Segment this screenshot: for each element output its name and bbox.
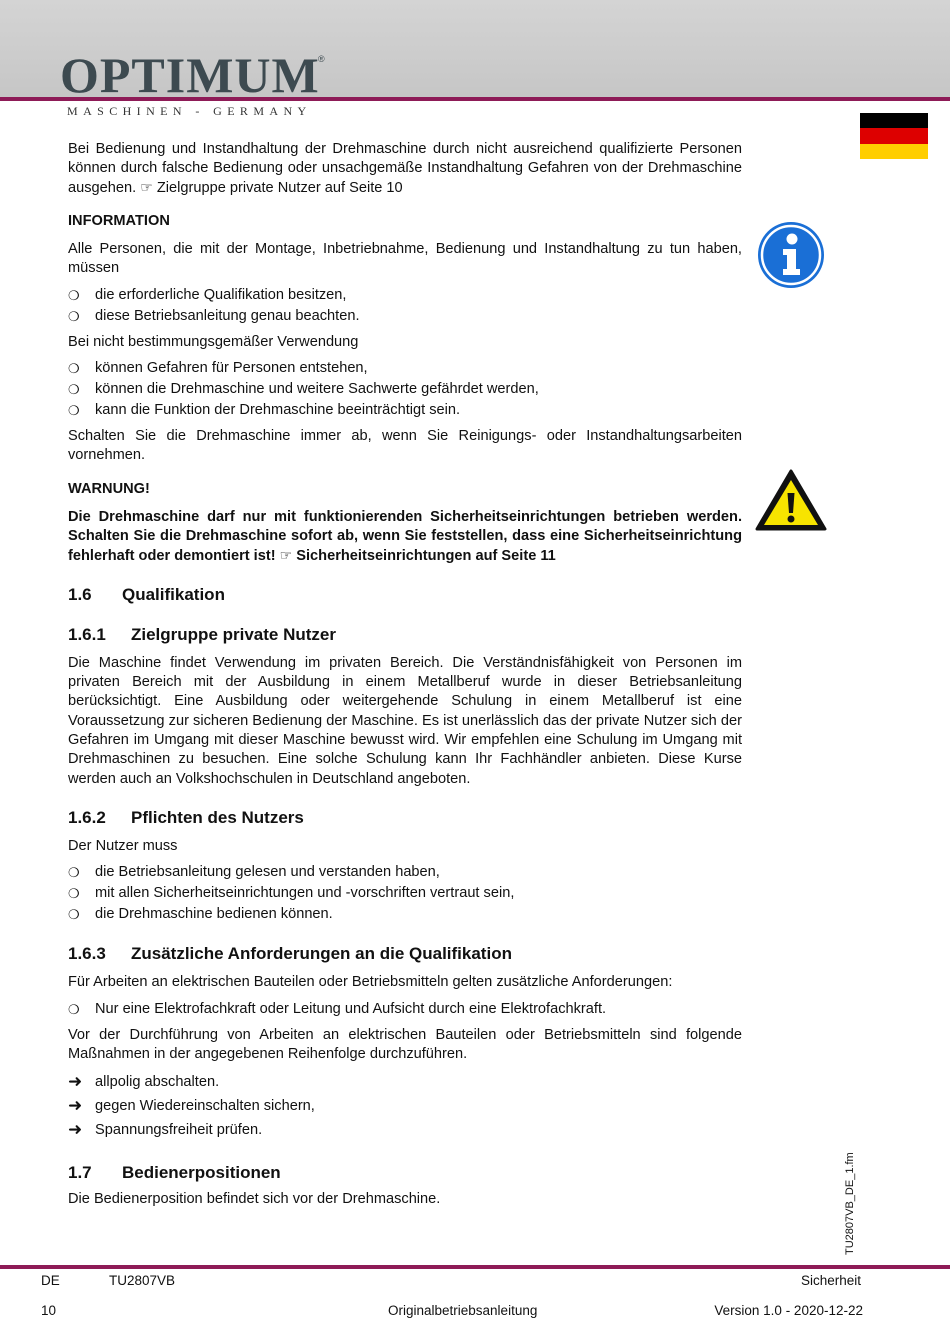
pointing-hand-icon: ☞ [140, 179, 153, 196]
footer-rule [0, 1265, 950, 1269]
information-list-2 [68, 358, 742, 421]
section-1-6-3-steps [68, 1070, 742, 1142]
footer-version: Version 1.0 - 2020-12-22 [714, 1303, 863, 1318]
list-item: ❍ die Betriebsanleitung gelesen und verstanden haben, [68, 862, 742, 883]
optimum-logo: OPTIMUM [60, 47, 320, 103]
information-paragraph-3: Schalten Sie die Drehmaschine immer ab, wenn Sie Reinigungs- oder Instandhaltungsarbeiten vornehmen. [68, 428, 742, 464]
bullet-circle-icon: ❍ [68, 886, 80, 902]
section-1-7-text: Die Bedienerposition befindet sich vor der Drehmaschine. [68, 1191, 441, 1208]
section-1-6-3-list [68, 999, 742, 1020]
list-item: ❍ Nur eine Elektrofachkraft oder Leitung und Aufsicht durch eine Elektrofachkraft. [68, 999, 742, 1020]
arrow-right-icon: ➜ [68, 1096, 83, 1116]
warning-triangle-icon [755, 469, 827, 532]
footer-page-number: 10 [41, 1303, 57, 1318]
intro-text: Bei Bedienung und Instandhaltung der Drehmaschine durch nicht ausreichend qualifizierte Personen können durch falsche Bedienung oder unsachgemäße Instandhaltung Gefahren von der Drehmaschine ausgehen. [68, 141, 742, 196]
bullet-circle-icon: ❍ [68, 361, 80, 377]
list-item: ❍ können Gefahren für Personen entstehen, [68, 358, 742, 379]
footer-section: Sicherheit [800, 1273, 861, 1288]
intro-reference-link[interactable]: Zielgruppe private Nutzer auf Seite 10 [156, 179, 403, 196]
bullet-circle-icon: ❍ [68, 403, 80, 419]
logo-subtitle: MASCHINEN - GERMANY [67, 104, 312, 118]
arrow-right-icon: ➜ [68, 1120, 83, 1140]
section-1-6-2-heading: 1.6.2 Pflichten des Nutzers [68, 807, 304, 827]
section-1-6-3-intro: Für Arbeiten an elektrischen Bauteilen oder Betriebsmitteln gelten zusätzliche Anforderungen: [68, 974, 673, 991]
section-1-6-heading: 1.6 Qualifikation [68, 584, 225, 604]
list-item: ❍ die erforderliche Qualifikation besitzen, [68, 285, 742, 306]
main-content [68, 140, 742, 1215]
arrow-right-icon: ➜ [68, 1072, 83, 1092]
bullet-circle-icon: ❍ [68, 308, 80, 324]
section-1-7-heading: 1.7 Bedienerpositionen [68, 1163, 281, 1183]
list-item: ➜ allpolig abschalten. [68, 1070, 742, 1094]
bullet-circle-icon: ❍ [68, 287, 80, 303]
logo-registered-mark: ® [318, 54, 325, 64]
list-item: ❍ können die Drehmaschine und weitere Sachwerte gefährdet werden, [68, 379, 742, 400]
warning-paragraph: Die Drehmaschine darf nur mit funktionierenden Sicherheitseinrichtungen betrieben werden. Schalten Sie die Drehmaschine sofort ab, wenn Sie feststellen, dass eine Sicherheitseinrichtung fehlerhaft oder demontiert ist! ☞ Sicherheitseinrichtungen auf Seite 11 [68, 508, 742, 564]
information-paragraph-1: Alle Personen, die mit der Montage, Inbetriebnahme, Bedienung und Instandhaltung zu tun haben, müssen [68, 241, 742, 277]
warning-label: WARNUNG! [68, 480, 150, 497]
bullet-circle-icon: ❍ [68, 382, 80, 398]
list-item: ❍ mit allen Sicherheitseinrichtungen und -vorschriften vertraut sein, [68, 883, 742, 904]
list-item: ❍ die Drehmaschine bedienen können. [68, 904, 742, 925]
list-item: ❍ diese Betriebsanleitung genau beachten. [68, 306, 742, 327]
bullet-circle-icon: ❍ [68, 1001, 80, 1017]
list-item: ➜ gegen Wiedereinschalten sichern, [68, 1094, 742, 1118]
section-1-6-1-text: Die Maschine findet Verwendung im privaten Bereich. Die Verständnisfähigkeit von Personen im privaten Bereich mit der Ausbildung in einem Metallberuf wurde in dieser Betriebsanleitung berücksichtigt. Eine Ausbildung oder weitergehende Schulung in einem Metallberuf ist eine Voraussetzung zur sicheren Bedienung der Maschine. Es ist unerlässlich das der private Nutzer sich der Gefahren im Umgang mit dieser Maschine bewusst wird. Wir empfehlen eine Schulung im Umgang mit Drehmaschinen zu besuchen. Eine solche Schulung kann Ihr Fachhändler anbieten. Diese Kurse werden auch an Volkshochschulen in Deutschland angeboten. [68, 654, 742, 787]
section-1-6-1-heading: 1.6.1 Zielgruppe private Nutzer [68, 624, 336, 644]
side-filename: TU2807VB_DE_1.fm [844, 1152, 856, 1255]
warning-reference-link[interactable]: Sicherheitseinrichtungen auf Seite 11 [296, 547, 556, 564]
footer-language: DE [41, 1273, 60, 1288]
pointing-hand-icon: ☞ [279, 547, 293, 564]
bullet-circle-icon: ❍ [68, 907, 80, 923]
list-item: ➜ Spannungsfreiheit prüfen. [68, 1118, 742, 1142]
information-paragraph-2: Bei nicht bestimmungsgemäßer Verwendung [68, 333, 359, 350]
footer-model: TU2807VB [109, 1273, 176, 1288]
german-flag-icon [860, 113, 928, 159]
list-item: ❍ kann die Funktion der Drehmaschine beeinträchtigt sein. [68, 400, 742, 421]
info-icon [757, 221, 825, 289]
information-label: INFORMATION [68, 212, 170, 229]
information-list-1 [68, 285, 742, 327]
intro-paragraph [68, 140, 742, 198]
section-1-6-3-paragraph-2: Vor der Durchführung von Arbeiten an elektrischen Bauteilen oder Betriebsmitteln sind folgende Maßnahmen in der angegebenen Reihenfolge durchzuführen. [68, 1026, 742, 1062]
bullet-circle-icon: ❍ [68, 865, 80, 881]
section-1-6-3-heading: 1.6.3 Zusätzliche Anforderungen an die Qualifikation [68, 944, 512, 964]
section-1-6-2-intro: Der Nutzer muss [68, 837, 178, 854]
footer-document-title: Originalbetriebsanleitung [388, 1303, 538, 1318]
section-1-6-2-list [68, 862, 742, 925]
